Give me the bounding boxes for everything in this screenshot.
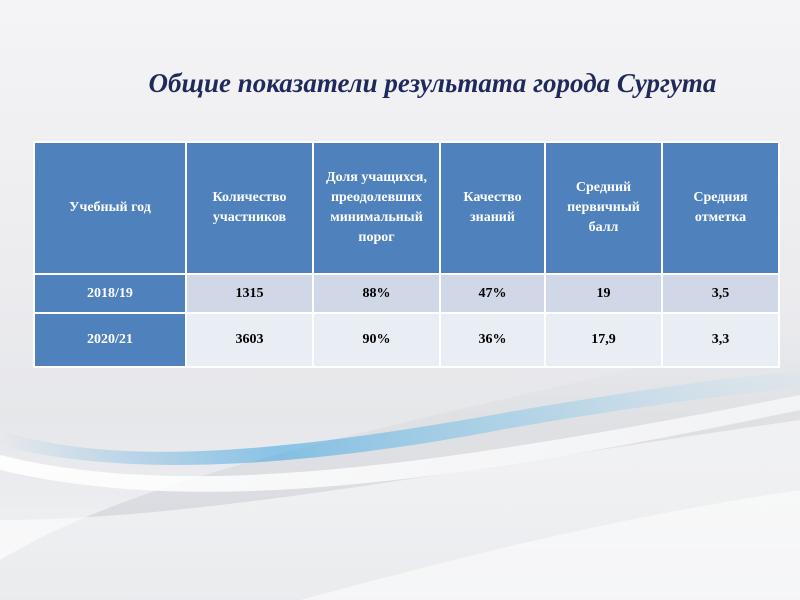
- cell-average-grade: 3,5: [662, 274, 779, 313]
- header-average-primary-score: Средний первичный балл: [545, 142, 662, 274]
- table-header-row: [34, 142, 779, 274]
- header-average-grade: Средняя отметка: [662, 142, 779, 274]
- results-table: [33, 141, 780, 368]
- cell-knowledge-quality: 47%: [440, 274, 545, 313]
- cell-pass-share: 90%: [313, 313, 440, 367]
- cell-average-primary-score: 17,9: [545, 313, 662, 367]
- header-pass-share: Доля учащихся, преодолевших минимальный порог: [313, 142, 440, 274]
- table-row: [34, 274, 779, 313]
- cell-year: 2018/19: [34, 274, 186, 313]
- table-row: [34, 313, 779, 367]
- header-participants: Количество участников: [186, 142, 313, 274]
- header-knowledge-quality: Качество знаний: [440, 142, 545, 274]
- header-school-year: Учебный год: [34, 142, 186, 274]
- cell-average-grade: 3,3: [662, 313, 779, 367]
- cell-knowledge-quality: 36%: [440, 313, 545, 367]
- cell-participants: 1315: [186, 274, 313, 313]
- cell-participants: 3603: [186, 313, 313, 367]
- cell-average-primary-score: 19: [545, 274, 662, 313]
- cell-pass-share: 88%: [313, 274, 440, 313]
- cell-year: 2020/21: [34, 313, 186, 367]
- page-title: Общие показатели результата города Сургута: [148, 68, 717, 98]
